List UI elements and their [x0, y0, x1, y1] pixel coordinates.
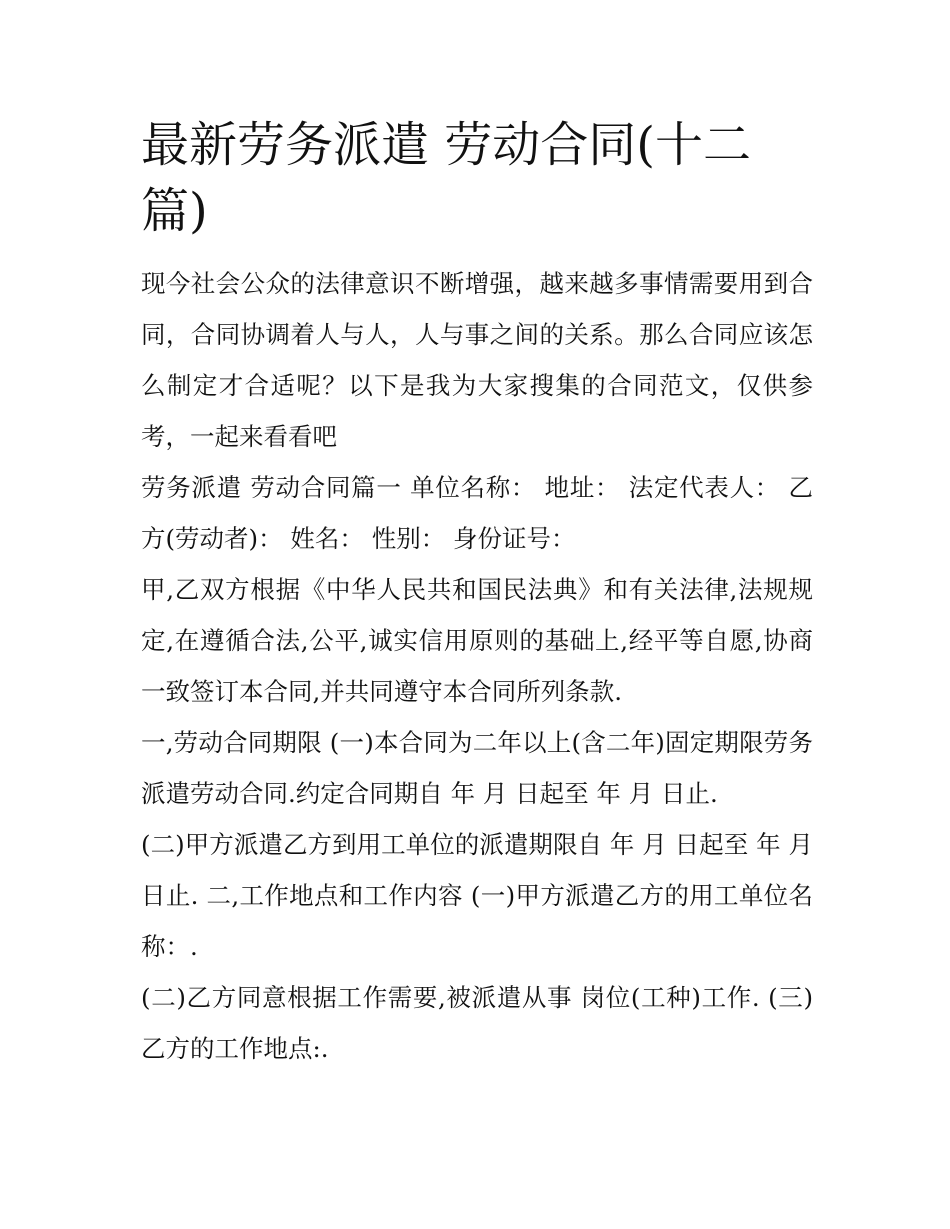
dispatch-period-paragraph: (二)甲方派遣乙方到用工单位的派遣期限自 年 月 日起至 年 月 日止. 二,工作地点和工作内容 (一)甲方派遣乙方的用工单位名称：.	[141, 830, 813, 961]
document-title: 最新劳务派遣 劳动合同(十二篇)	[141, 117, 751, 239]
contract-term-paragraph: 一,劳动合同期限 (一)本合同为二年以上(含二年)固定期限劳务派遣劳动合同.约定合同期自 年 月 日起至 年 月 日止.	[141, 728, 813, 808]
contract-parties-paragraph: 劳务派遣 劳动合同篇一 单位名称： 地址： 法定代表人： 乙方(劳动者)： 姓名： 性别： 身份证号：	[141, 473, 813, 553]
work-content-paragraph: (二)乙方同意根据工作需要,被派遣从事 岗位(工种)工作. (三)乙方的工作地点:.	[141, 983, 813, 1063]
document-page	[141, 112, 813, 1074]
intro-paragraph: 现今社会公众的法律意识不断增强，越来越多事情需要用到合同，合同协调着人与人，人与事之间的关系。那么合同应该怎么制定才合适呢？以下是我为大家搜集的合同范文，仅供参考，一起来看看吧	[141, 269, 813, 451]
contract-basis-paragraph: 甲,乙双方根据《中华人民共和国民法典》和有关法律,法规规定,在遵循合法,公平,诚实信用原则的基础上,经平等自愿,协商一致签订本合同,并共同遵守本合同所列条款.	[141, 575, 813, 706]
